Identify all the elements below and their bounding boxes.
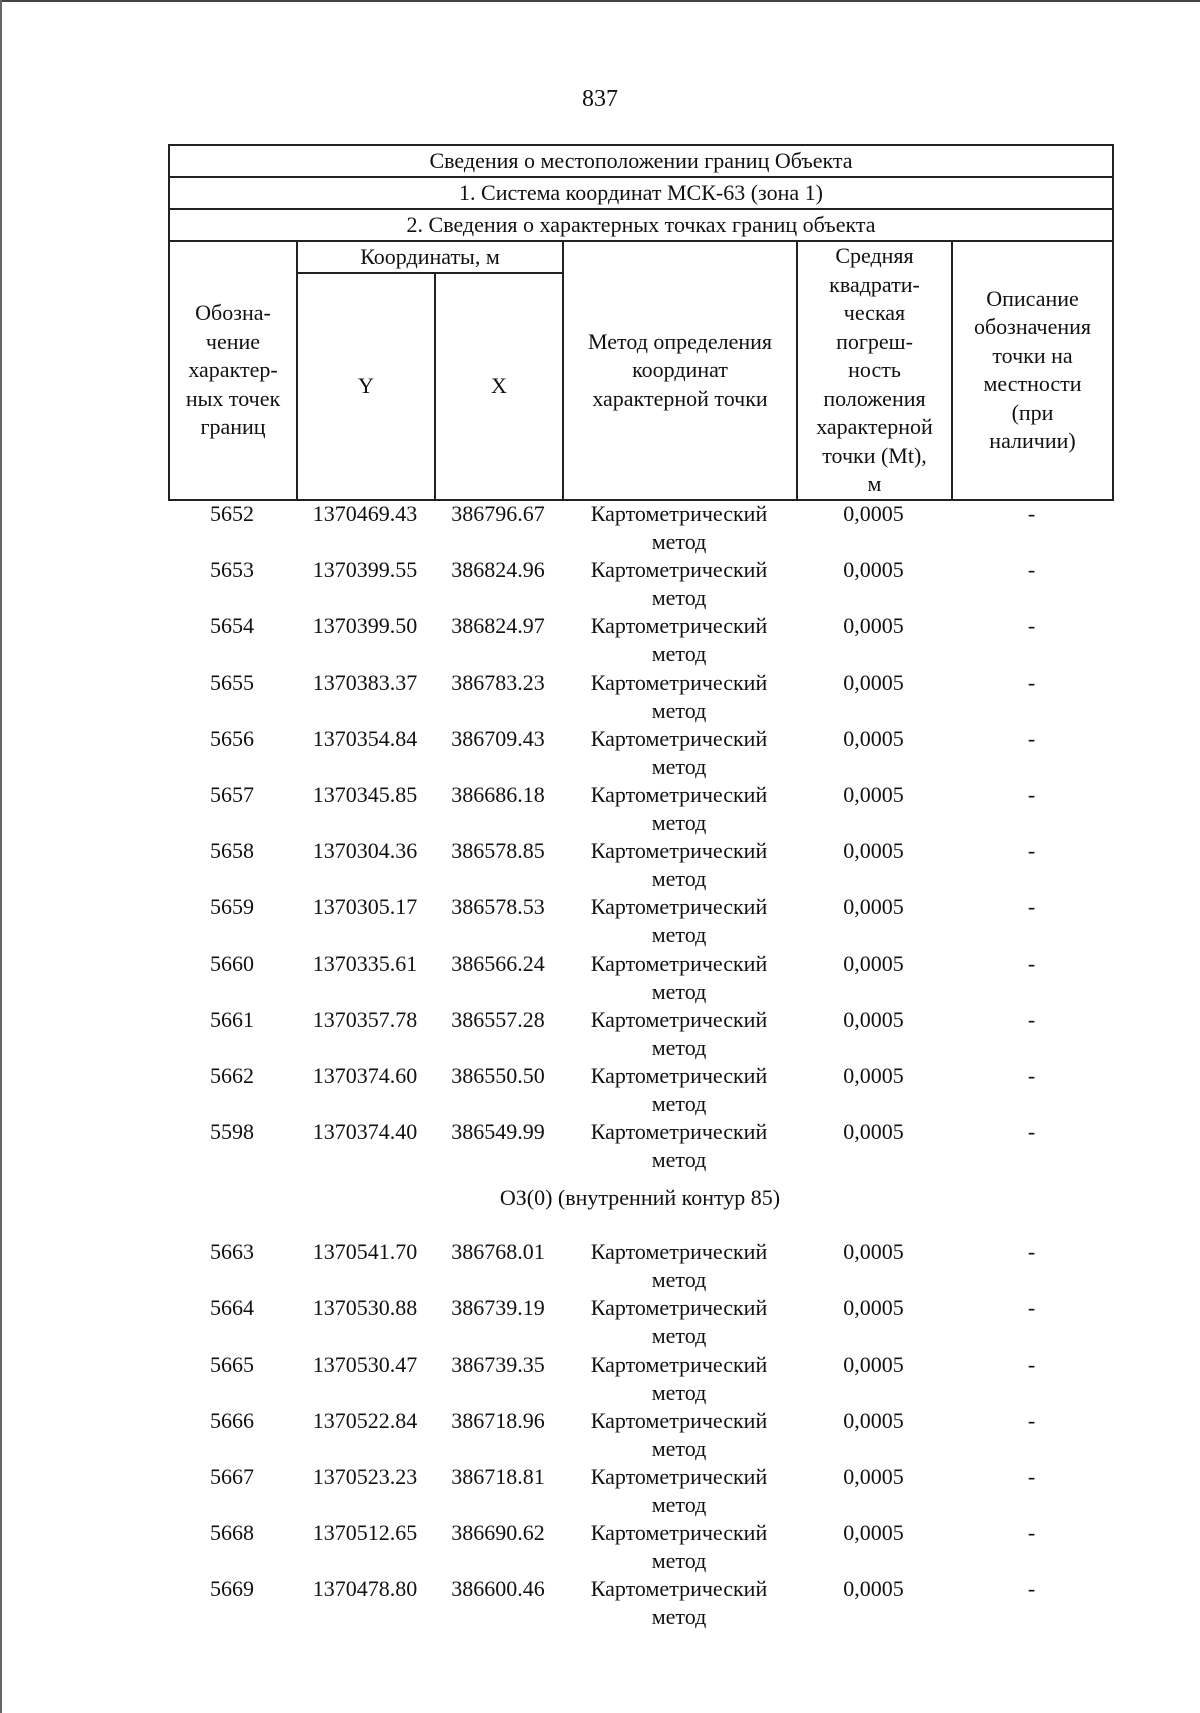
method-cell: Картометрический метод	[590, 557, 768, 611]
point-id-cell: 5656	[210, 725, 254, 751]
coordinate-y-cell: 1370530.47	[312, 1351, 418, 1377]
rows-group-outer	[168, 500, 1112, 1174]
column-header-designation: Обозна- чение характер- ных точек границ	[169, 241, 297, 500]
coordinate-x-cell: 386686.18	[451, 781, 545, 807]
coordinate-x-cell: 386718.81	[451, 1464, 545, 1489]
description-cell: -	[1027, 838, 1036, 864]
description-cell: -	[1027, 1006, 1036, 1032]
coordinate-y-cell: 1370399.50	[312, 613, 418, 639]
coordinate-y-cell: 1370305.17	[312, 894, 418, 920]
coordinate-x-cell: 386578.53	[451, 894, 545, 920]
table-row	[168, 500, 1112, 556]
header-table	[168, 144, 1114, 501]
method-cell: Картометрический метод	[590, 1464, 768, 1517]
table-row	[168, 1118, 1112, 1174]
coordinate-x-cell: 386739.35	[451, 1351, 545, 1377]
method-cell: Картометрический метод	[590, 781, 768, 835]
coordinate-x-cell: 386718.96	[451, 1407, 545, 1433]
method-cell: Картометрический метод	[590, 1407, 768, 1461]
table-subtitle: 2. Сведения о характерных точках границ объекта	[169, 209, 1113, 241]
coordinate-y-cell: 1370512.65	[312, 1520, 418, 1546]
coordinate-x-cell: 386768.01	[451, 1239, 545, 1265]
coordinate-y-cell: 1370469.43	[312, 501, 418, 526]
description-cell: -	[1027, 1239, 1036, 1265]
point-id-cell: 5598	[210, 1119, 254, 1145]
column-header-y: Y	[297, 273, 435, 499]
point-id-cell: 5657	[210, 781, 254, 807]
point-id-cell: 5655	[210, 669, 254, 695]
coordinate-x-cell: 386796.67	[451, 501, 545, 526]
method-cell: Картометрический метод	[590, 1520, 768, 1574]
coordinate-y-cell: 1370383.37	[312, 669, 418, 695]
point-id-cell: 5669	[210, 1576, 254, 1602]
coordinate-y-cell: 1370541.70	[312, 1239, 418, 1265]
error-cell: 0,0005	[843, 1407, 904, 1433]
point-id-cell: 5653	[210, 557, 254, 583]
description-cell: -	[1027, 501, 1036, 526]
error-cell: 0,0005	[843, 781, 904, 807]
coordinate-y-cell: 1370374.40	[312, 1119, 418, 1145]
point-id-cell: 5658	[210, 838, 254, 864]
table-row	[168, 1407, 1112, 1463]
coordinate-y-cell: 1370335.61	[312, 950, 418, 976]
point-id-cell: 5663	[210, 1239, 254, 1265]
error-cell: 0,0005	[843, 1119, 904, 1145]
description-cell: -	[1027, 669, 1036, 695]
coordinate-x-cell: 386600.46	[451, 1576, 545, 1602]
point-id-cell: 5665	[210, 1351, 254, 1377]
error-cell: 0,0005	[843, 1464, 904, 1489]
coordinate-x-cell: 386709.43	[451, 725, 545, 751]
description-cell: -	[1027, 613, 1036, 639]
error-cell: 0,0005	[843, 501, 904, 526]
error-cell: 0,0005	[843, 1351, 904, 1377]
method-cell: Картометрический метод	[590, 669, 768, 723]
column-header-coordinates: Координаты, м	[297, 241, 563, 273]
error-cell: 0,0005	[843, 894, 904, 920]
coordinate-y-cell: 1370374.60	[312, 1062, 418, 1088]
point-id-cell: 5661	[210, 1006, 254, 1032]
point-id-cell: 5654	[210, 613, 254, 639]
description-cell: -	[1027, 1119, 1036, 1145]
rows-group-inner-contour	[168, 1238, 1112, 1631]
error-cell: 0,0005	[843, 1295, 904, 1321]
coordinate-x-cell: 386739.19	[451, 1295, 545, 1321]
coordinate-x-cell: 386824.97	[451, 613, 545, 639]
method-cell: Картометрический метод	[590, 894, 768, 948]
table-row	[168, 669, 1112, 725]
table-row	[168, 1575, 1112, 1631]
description-cell: -	[1027, 1464, 1036, 1489]
description-cell: -	[1027, 557, 1036, 583]
error-cell: 0,0005	[843, 1239, 904, 1265]
description-cell: -	[1027, 1407, 1036, 1433]
coordinate-system: 1. Система координат МСК-63 (зона 1)	[169, 177, 1113, 209]
error-cell: 0,0005	[843, 950, 904, 976]
scan-edge-top	[0, 0, 1200, 2]
method-cell: Картометрический метод	[590, 1295, 768, 1349]
method-cell: Картометрический метод	[590, 1062, 768, 1116]
description-cell: -	[1027, 894, 1036, 920]
table-row	[168, 1062, 1112, 1118]
method-cell: Картометрический метод	[590, 501, 768, 554]
table-row	[168, 725, 1112, 781]
error-cell: 0,0005	[843, 1576, 904, 1602]
coordinate-x-cell: 386557.28	[451, 1006, 545, 1032]
error-cell: 0,0005	[843, 1062, 904, 1088]
description-cell: -	[1027, 1295, 1036, 1321]
coordinate-y-cell: 1370304.36	[312, 838, 418, 864]
coordinate-x-cell: 386783.23	[451, 669, 545, 695]
description-cell: -	[1027, 1351, 1036, 1377]
description-cell: -	[1027, 725, 1036, 751]
description-cell: -	[1027, 1576, 1036, 1602]
page-number: 837	[582, 86, 618, 112]
column-header-x: X	[435, 273, 563, 499]
column-header-method: Метод определения координат характерной точки	[563, 241, 797, 500]
point-id-cell: 5652	[210, 501, 254, 526]
point-id-cell: 5668	[210, 1520, 254, 1546]
error-cell: 0,0005	[843, 725, 904, 751]
coordinate-y-cell: 1370522.84	[312, 1407, 418, 1433]
point-id-cell: 5664	[210, 1295, 254, 1321]
coordinate-x-cell: 386550.50	[451, 1062, 545, 1088]
description-cell: -	[1027, 950, 1036, 976]
table-row	[168, 950, 1112, 1006]
error-cell: 0,0005	[843, 557, 904, 583]
error-cell: 0,0005	[843, 838, 904, 864]
point-id-cell: 5662	[210, 1062, 254, 1088]
point-id-cell: 5667	[210, 1464, 254, 1489]
coordinate-x-cell: 386824.96	[451, 557, 545, 583]
error-cell: 0,0005	[843, 1006, 904, 1032]
method-cell: Картометрический метод	[590, 950, 768, 1004]
table-body	[168, 500, 1112, 1632]
table-row	[168, 837, 1112, 893]
method-cell: Картометрический метод	[590, 613, 768, 667]
error-cell: 0,0005	[843, 613, 904, 639]
method-cell: Картометрический метод	[590, 838, 768, 892]
table-row	[168, 1519, 1112, 1575]
error-cell: 0,0005	[843, 1520, 904, 1546]
table-row	[168, 1238, 1112, 1294]
method-cell: Картометрический метод	[590, 1006, 768, 1060]
column-header-description: Описание обозначения точки на местности (при наличии)	[952, 241, 1113, 500]
scan-edge-left	[0, 0, 2, 1713]
method-cell: Картометрический метод	[590, 1576, 768, 1630]
table-row	[168, 1006, 1112, 1062]
table-row	[168, 781, 1112, 837]
coordinate-x-cell: 386578.85	[451, 838, 545, 864]
coordinate-y-cell: 1370354.84	[312, 725, 418, 751]
column-header-error: Средняя квадрати- ческая погреш- ность положения характерной точки (Mt), м	[797, 241, 952, 500]
coordinate-y-cell: 1370345.85	[312, 781, 418, 807]
description-cell: -	[1027, 1520, 1036, 1546]
coordinate-x-cell: 386549.99	[451, 1119, 545, 1145]
coordinate-x-cell: 386690.62	[451, 1520, 545, 1546]
table-row	[168, 612, 1112, 668]
coordinate-y-cell: 1370399.55	[312, 557, 418, 583]
point-id-cell: 5666	[210, 1407, 254, 1433]
method-cell: Картометрический метод	[590, 1351, 768, 1405]
table-row	[168, 556, 1112, 612]
description-cell: -	[1027, 781, 1036, 807]
error-cell: 0,0005	[843, 669, 904, 695]
table-row	[168, 893, 1112, 949]
method-cell: Картометрический метод	[590, 1239, 768, 1293]
point-id-cell: 5660	[210, 950, 254, 976]
coordinate-y-cell: 1370357.78	[312, 1006, 418, 1032]
coordinate-y-cell: 1370523.23	[312, 1464, 418, 1489]
method-cell: Картометрический метод	[590, 725, 768, 779]
table-row	[168, 1351, 1112, 1407]
method-cell: Картометрический метод	[590, 1119, 768, 1173]
coordinate-y-cell: 1370530.88	[312, 1295, 418, 1321]
section-label: ОЗ(0) (внутренний контур 85)	[499, 1185, 781, 1211]
coordinate-y-cell: 1370478.80	[312, 1576, 418, 1602]
coordinate-x-cell: 386566.24	[451, 950, 545, 976]
table-title: Сведения о местоположении границ Объекта	[169, 145, 1113, 177]
table-row	[168, 1294, 1112, 1350]
point-id-cell: 5659	[210, 894, 254, 920]
table-row	[168, 1463, 1112, 1519]
description-cell: -	[1027, 1062, 1036, 1088]
